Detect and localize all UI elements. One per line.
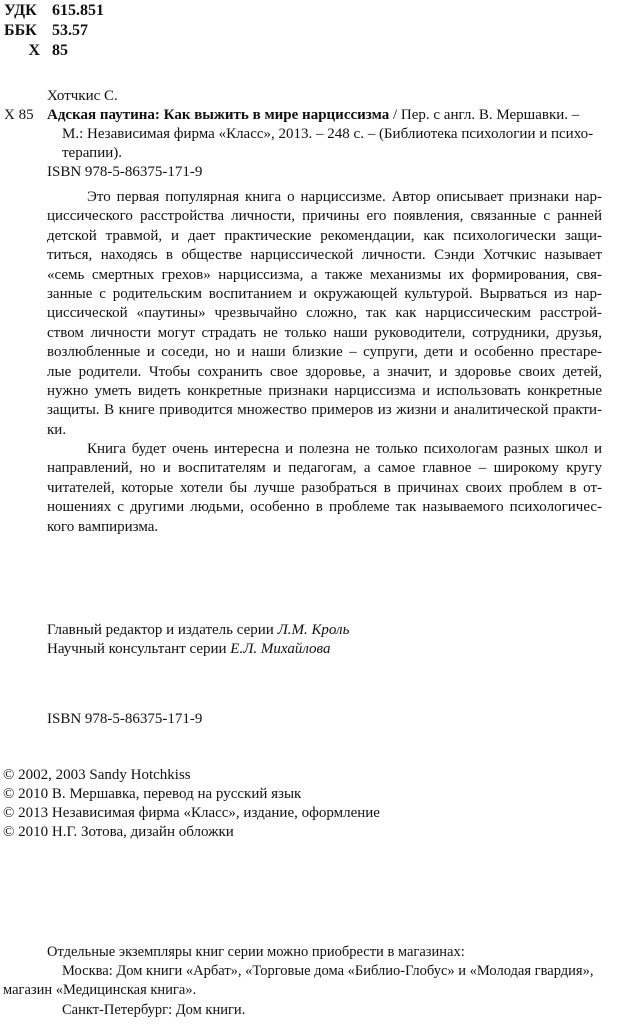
author-mark-label: Х xyxy=(28,42,40,59)
annotation-paragraph-1 xyxy=(47,188,602,440)
text-line: читателей, которые хотели бы лучше разобраться в причинах своих проблем в от- xyxy=(47,479,602,496)
text-line: лые родители. Чтобы сохранить свое здоровье, а значит, и здоровье своих детей, xyxy=(47,363,602,380)
copyright-line: © 2010 В. Мершавка, перевод на русский язык xyxy=(3,786,302,802)
author-mark-value: 85 xyxy=(52,42,68,59)
stores-moscow: Москва: Дом книги «Арбат», «Торговые дома «Библио-Глобус» и «Молодая гвардия», xyxy=(62,963,594,979)
bbk-row xyxy=(4,22,88,40)
text-line: кого вампиризма. xyxy=(47,518,159,535)
text-line: ством личности могут страдать не только наши руководители, сотрудники, друзья, xyxy=(47,324,602,341)
text-line: ки. xyxy=(47,421,67,438)
udk-label: УДК xyxy=(4,2,37,19)
author-mark-row xyxy=(4,42,68,60)
text-line: Книга будет очень интересна и полезна не только психологам разных школ и xyxy=(87,441,602,457)
catalog-publisher: М.: Независимая фирма «Класс», 2013. – 248 с. – (Библиотека психологии и психо- xyxy=(62,126,594,142)
consultant-label: Научный консультант серии xyxy=(47,641,231,657)
catalog-title-line xyxy=(47,106,579,124)
stores-intro: Отдельные экземпляры книг серии можно приобрести в магазинах: xyxy=(47,944,465,960)
text-line: циссической «паутины» чрезвычайно сложно, так как нарциссическим расстрой- xyxy=(47,305,602,322)
annotation-paragraph-2 xyxy=(47,440,602,537)
chief-editor-label: Главный редактор и издатель серии xyxy=(47,622,278,638)
text-line: титься, находясь в обществе нарциссической личности. Сэнди Хотчкис называет xyxy=(47,247,602,264)
book-title: Адская паутина: Как выжить в мире нарциссизма xyxy=(47,107,390,123)
catalog-isbn: ISBN 978-5-86375-171-9 xyxy=(47,164,203,180)
text-line: детской травмой, и дает практические рекомендации, как психологически защи- xyxy=(47,227,602,244)
chief-editor-name: Л.М. Кроль xyxy=(277,622,350,638)
text-line: возлюбленные и соседи, но и наши близкие – супруги, дети и особенно престаре- xyxy=(47,344,602,361)
copyright-line: © 2010 Н.Г. Зотова, дизайн обложки xyxy=(3,824,234,840)
copyright-line: © 2013 Независимая фирма «Класс», издание, оформление xyxy=(3,805,380,821)
text-line: защиты. В книге приводится множество примеров из жизни и аналитической практи- xyxy=(47,402,602,419)
udk-value: 615.851 xyxy=(52,2,104,19)
text-line: ношениях с другими людьми, особенно в проблеме так называемого психологичес- xyxy=(47,499,602,516)
consultant-line xyxy=(47,640,330,658)
text-line: циссического расстройства личности, причины его появления, связанные с ранней xyxy=(47,208,602,225)
text-line: «семь смертных грехов» нарциссизма, а также механизмы их формирования, свя- xyxy=(47,266,602,283)
stores-moscow-cont: магазин «Медицинская книга». xyxy=(3,982,197,998)
chief-editor-line xyxy=(47,621,349,639)
copyright-line: © 2002, 2003 Sandy Hotchkiss xyxy=(3,767,191,783)
translator-info: / Пер. с англ. В. Мершавки. – xyxy=(389,107,580,123)
consultant-name: Е.Л. Михайлова xyxy=(230,641,331,657)
catalog-series-cont: терапии). xyxy=(62,145,122,161)
isbn: ISBN 978-5-86375-171-9 xyxy=(47,711,203,727)
catalog-mark: Х 85 xyxy=(4,107,34,123)
udk-row xyxy=(4,2,104,20)
catalog-author: Хотчкис С. xyxy=(47,88,118,104)
bbk-label: ББК xyxy=(4,22,37,39)
text-line: Это первая популярная книга о нарциссизме. Автор описывает признаки нар- xyxy=(87,189,602,205)
stores-spb: Санкт-Петербург: Дом книги. xyxy=(62,1002,246,1018)
text-line: занные с родительским воспитанием и окружающей культурой. Вырваться из нар- xyxy=(47,286,602,303)
text-line: направлений, но и воспитателям и педагогам, а самое главное – широкому кругу xyxy=(47,460,602,477)
text-line: нужно уметь видеть конкретные признаки нарциссизма и использовать конкретные xyxy=(47,383,602,400)
bbk-value: 53.57 xyxy=(52,22,88,39)
